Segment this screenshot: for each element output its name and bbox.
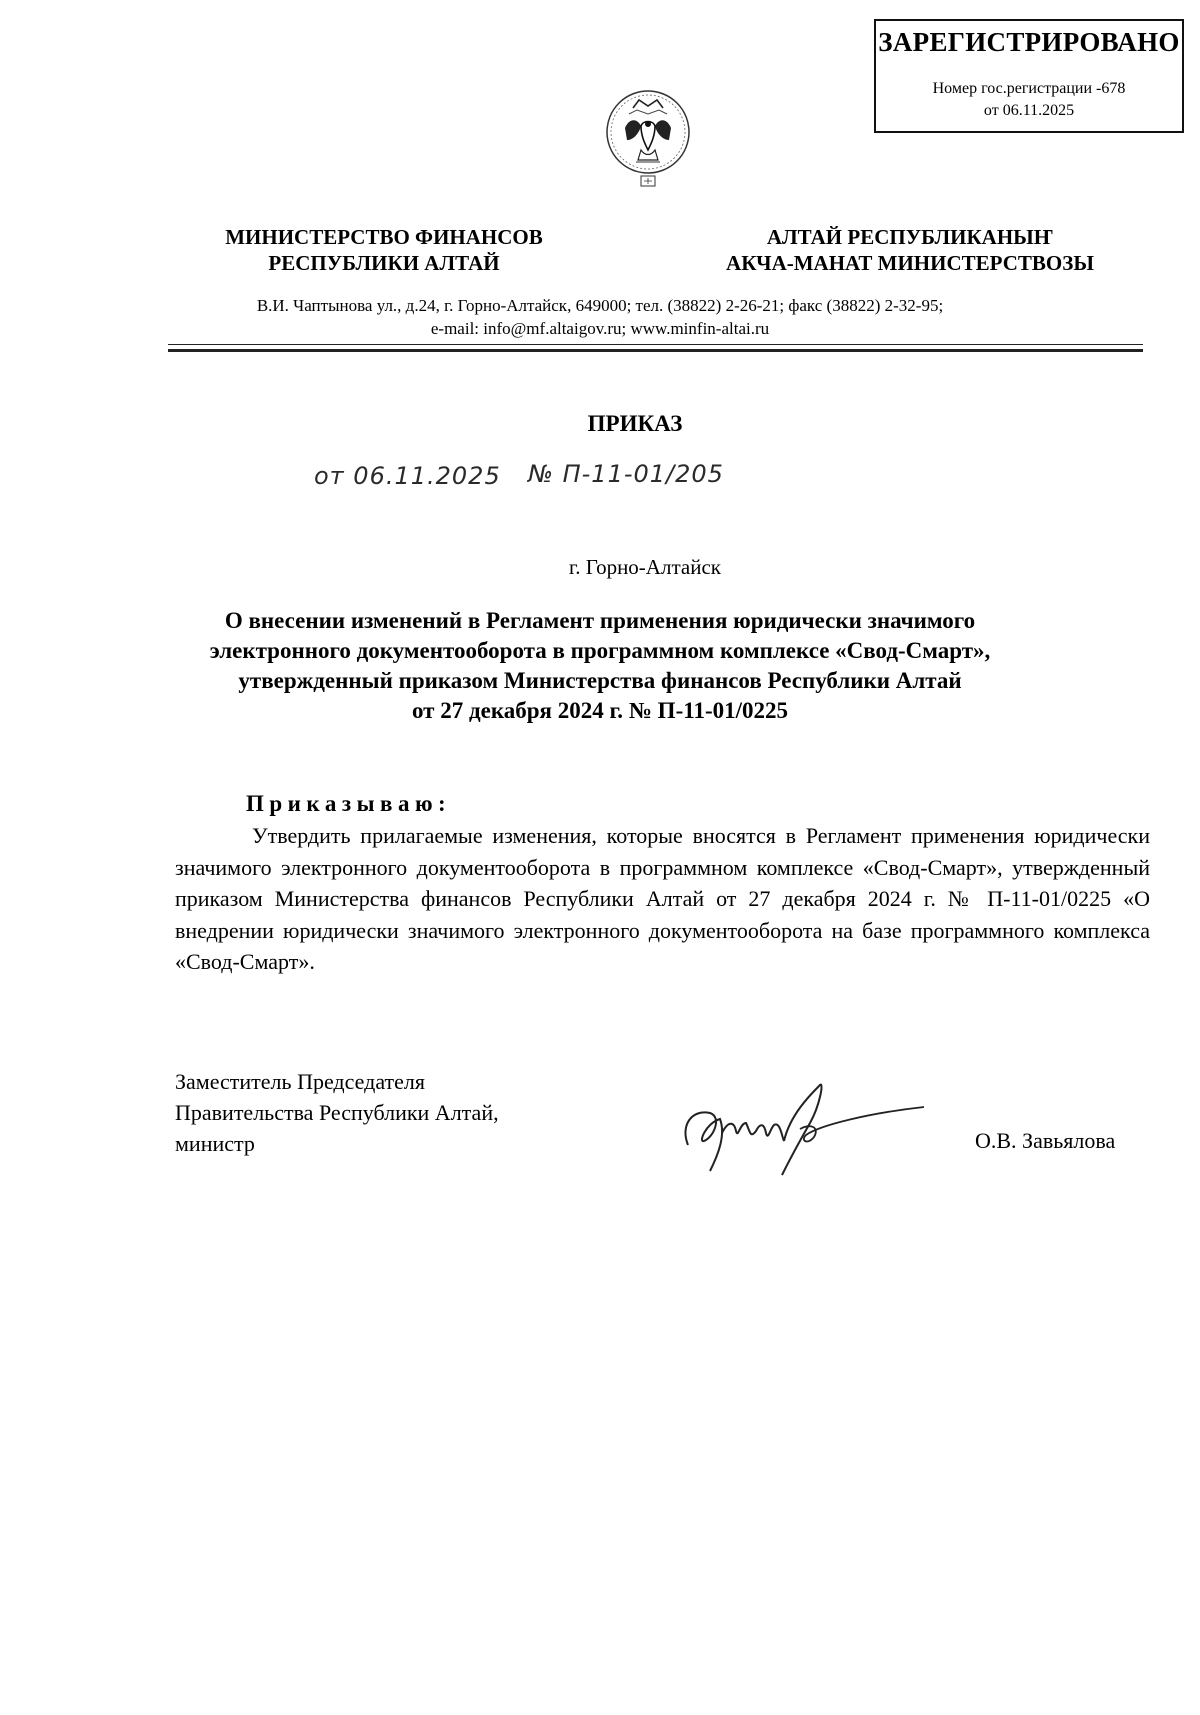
order-word: Приказываю: — [246, 791, 452, 816]
ministry-alt-line-2: АКЧА-МАНАТ МИНИСТЕРСТВОЗЫ — [726, 251, 1094, 275]
handwritten-date-number — [310, 448, 740, 508]
subject-line-2: электронного документооборота в программном комплексе «Свод-Смарт», — [209, 638, 991, 663]
ministry-name-altai — [690, 224, 1130, 276]
ministry-address: В.И. Чаптынова ул., д.24, г. Горно-Алтайск, 649000; тел. (38822) 2-26-21; факс (38822) 2-32-95; — [256, 296, 944, 315]
subject-line-4: от 27 декабря 2024 г. № П-11-01/0225 — [411, 698, 789, 723]
document-city: г. Горно-Алтайск — [569, 555, 721, 579]
ministry-ru-line-2: РЕСПУБЛИКИ АЛТАЙ — [268, 251, 500, 275]
ministry-alt-line-1: АЛТАЙ РЕСПУБЛИКАНЫҤ — [766, 225, 1054, 249]
header-divider-thick — [168, 349, 1143, 352]
document-subject — [150, 606, 1050, 726]
signer-position-line-1: Заместитель Председателя — [175, 1069, 425, 1094]
altai-coat-of-arms-icon — [603, 80, 693, 192]
signer-position — [175, 1066, 615, 1159]
subject-line-1: О внесении изменений в Регламент применения юридически значимого — [224, 608, 976, 633]
handwritten-number: № П-11-01/205 — [528, 460, 724, 488]
handwritten-date: от 06.11.2025 — [314, 462, 501, 490]
ministry-ru-line-1: МИНИСТЕРСТВО ФИНАНСОВ — [225, 225, 543, 249]
registration-date: от 06.11.2025 — [983, 102, 1075, 119]
registration-stamp — [874, 19, 1184, 133]
ministry-email-web: e-mail: info@mf.altaigov.ru; www.minfin-altai.ru — [430, 319, 770, 338]
order-body-text: Утвердить прилагаемые изменения, которые вносятся в Регламент применения юридически значимого электронного документооборота в программном комплексе «Свод-Смарт», утвержденный приказом Министерства финансов Республики Алтай от 27 декабря 2024 г. № П-11-01/0225 «О внедрении юридически значимого электронного документооборота на базе программного комплекса «Свод-Смарт». — [175, 823, 1150, 974]
registration-number: Номер гос.регистрации -678 — [932, 80, 1126, 97]
ministry-name-russian — [164, 224, 604, 276]
ministry-contacts — [150, 294, 1050, 340]
header-divider-thin — [168, 344, 1143, 345]
signer-position-line-3: министр — [175, 1131, 255, 1156]
handwritten-signature — [670, 1075, 930, 1185]
subject-line-3: утвержденный приказом Министерства финансов Республики Алтай — [238, 668, 962, 693]
document-type-title: ПРИКАЗ — [587, 411, 683, 436]
registration-title: ЗАРЕГИСТРИРОВАНО — [878, 27, 1180, 57]
signer-name: О.В. Завьялова — [975, 1128, 1116, 1153]
signer-position-line-2: Правительства Республики Алтай, — [175, 1100, 499, 1125]
